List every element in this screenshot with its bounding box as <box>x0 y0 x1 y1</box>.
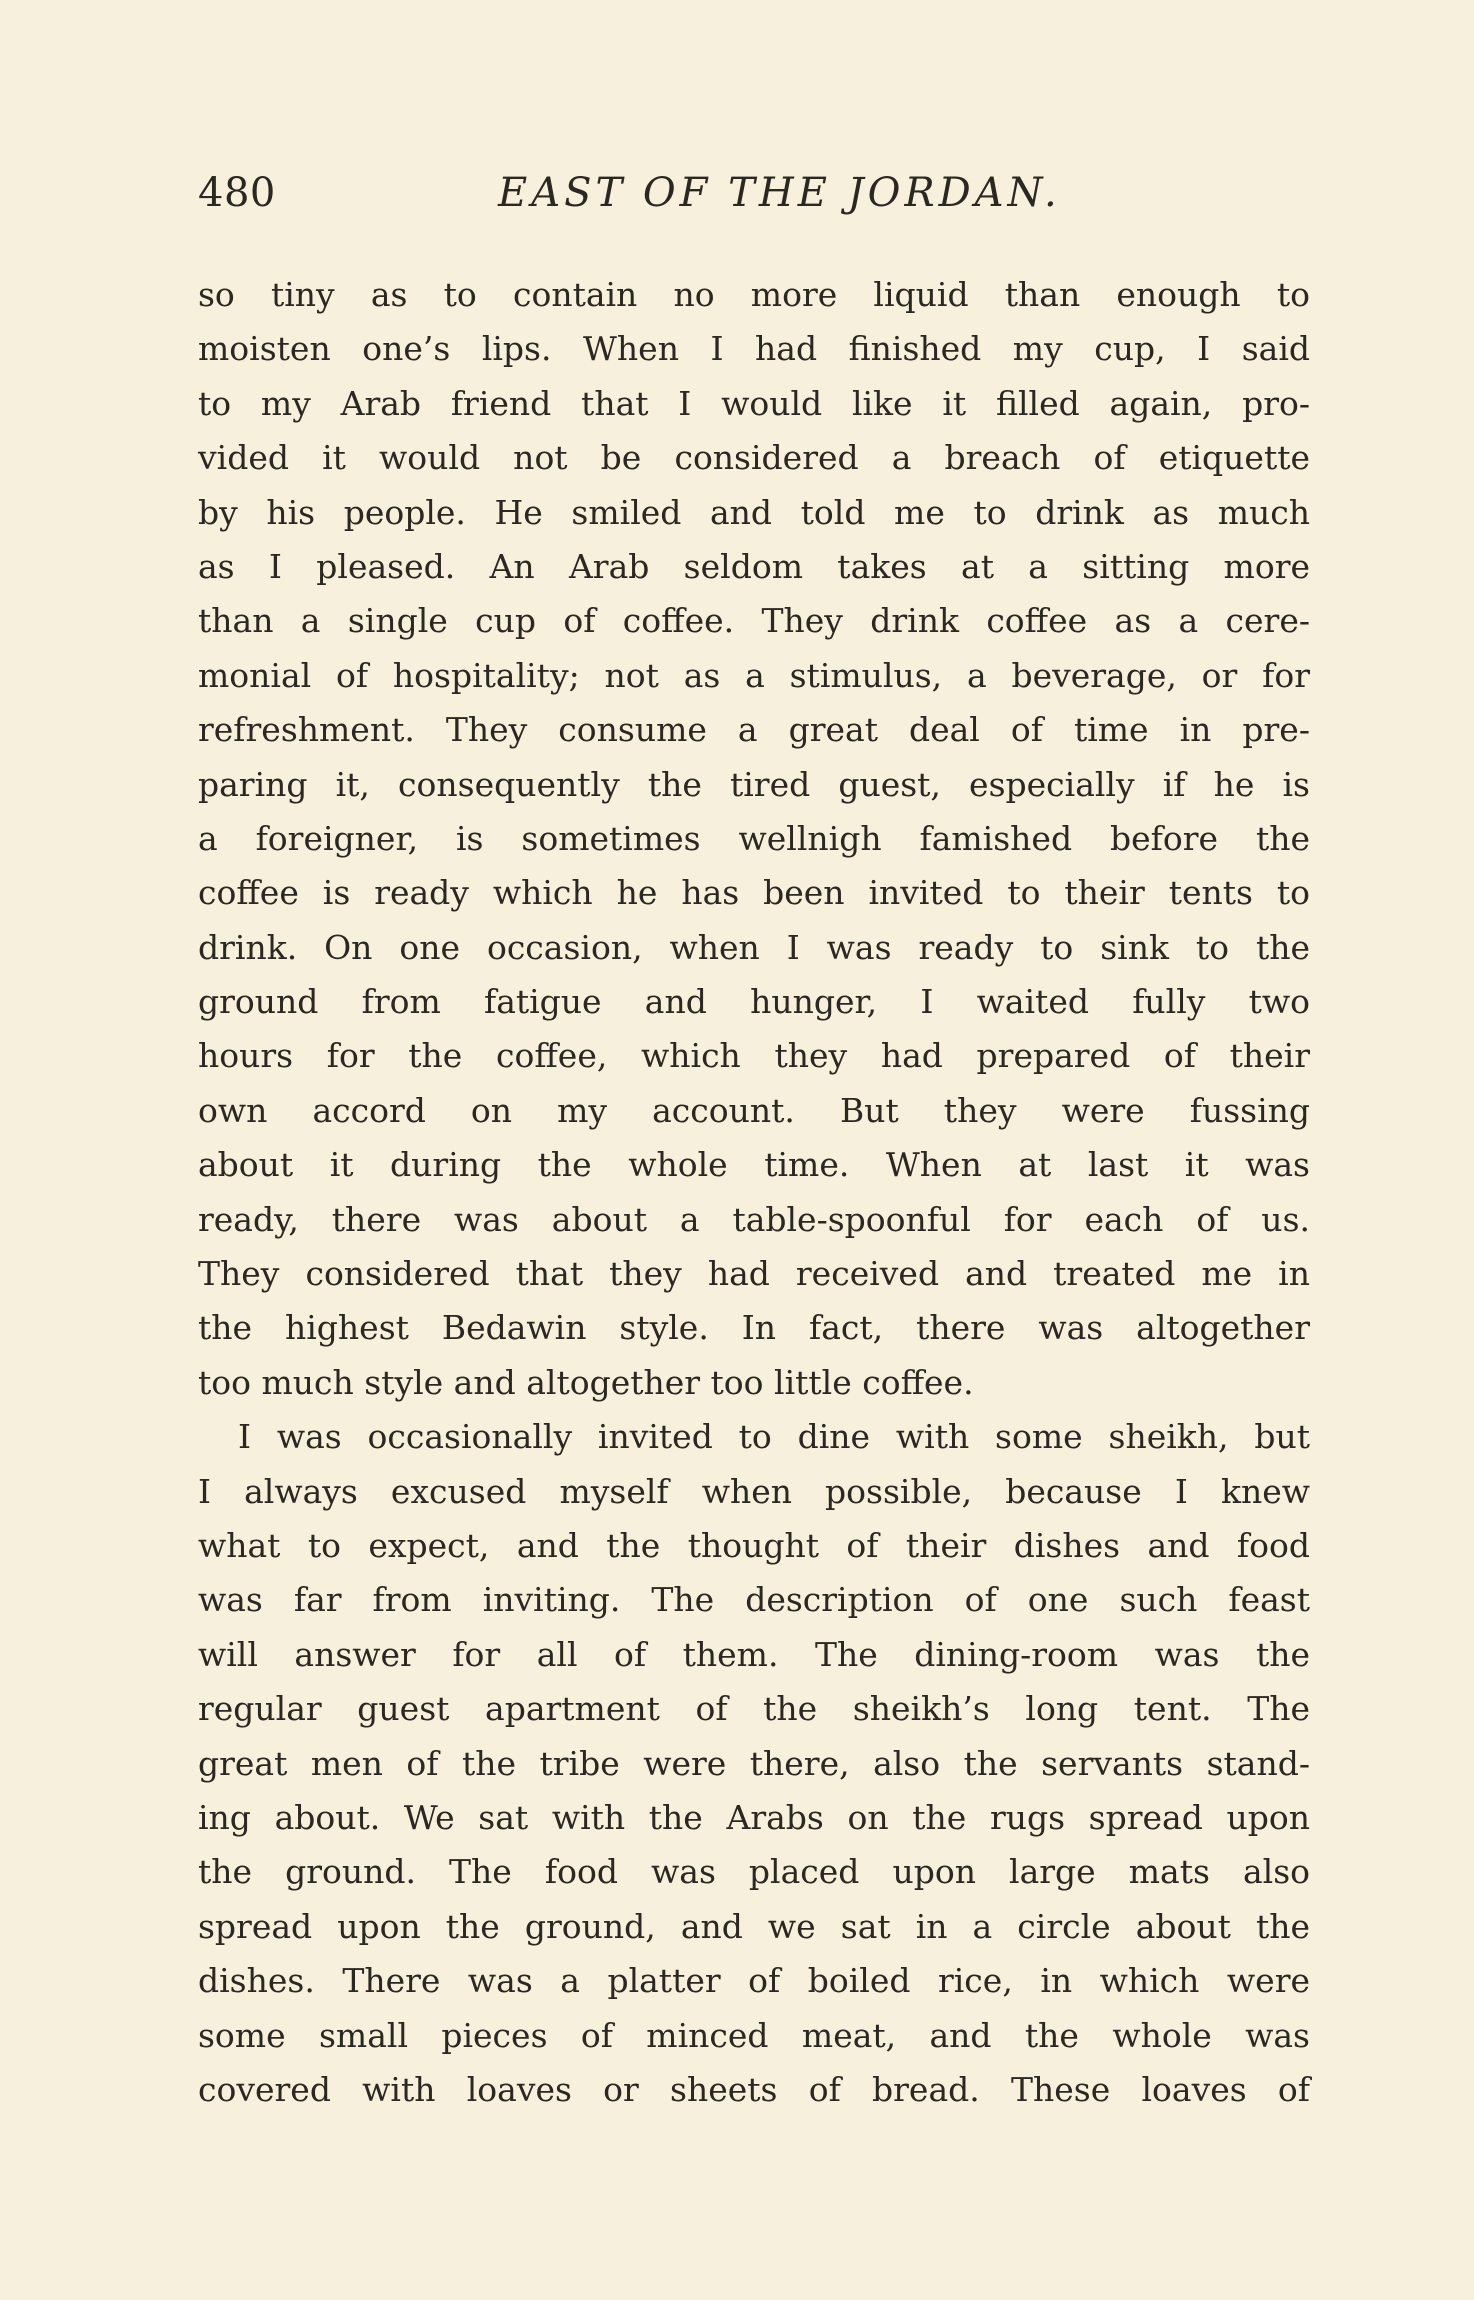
text-line: to my Arab friend that I would like it filled again, pro- <box>198 383 1310 423</box>
paragraph-2 <box>198 1410 1310 2117</box>
text-line: hours for the coffee, which they had prepared of their <box>198 1036 1310 1076</box>
text-line: vided it would not be considered a breach of etiquette <box>198 438 1310 478</box>
text-line: what to expect, and the thought of their dishes and food <box>198 1525 1310 1565</box>
text-line: too much style and altogether too little coffee. <box>198 1362 974 1402</box>
text-line: the highest Bedawin style. In fact, there was altogether <box>198 1308 1310 1348</box>
text-line: ground from fatigue and hunger, I waited fully two <box>198 982 1310 1022</box>
text-line: spread upon the ground, and we sat in a circle about the <box>198 1906 1310 1946</box>
text-line: covered with loaves or sheets of bread. These loaves of <box>198 2069 1310 2109</box>
text-line: regular guest apartment of the sheikh’s long tent. The <box>198 1689 1310 1729</box>
text-line: drink. On one occasion, when I was ready to sink to the <box>198 927 1310 967</box>
body-text <box>198 268 1310 2117</box>
text-line: as I pleased. An Arab seldom takes at a sitting more <box>198 546 1310 586</box>
page-header <box>198 170 1310 230</box>
text-line: a foreigner, is sometimes wellnigh famished before the <box>198 818 1310 858</box>
text-line: ready, there was about a table-spoonful for each of us. <box>198 1199 1310 1239</box>
page-number: 480 <box>198 170 276 216</box>
text-line: monial of hospitality; not as a stimulus, a beverage, or for <box>198 655 1310 695</box>
text-line: will answer for all of them. The dining-room was the <box>198 1634 1310 1674</box>
text-line: the ground. The food was placed upon large mats also <box>198 1852 1310 1892</box>
text-line: about it during the whole time. When at last it was <box>198 1145 1310 1185</box>
text-line: ing about. We sat with the Arabs on the rugs spread upon <box>198 1797 1310 1837</box>
text-line: They considered that they had received and treated me in <box>198 1254 1310 1294</box>
text-line: than a single cup of coffee. They drink coffee as a cere- <box>198 601 1310 641</box>
text-line: by his people. He smiled and told me to drink as much <box>198 492 1310 532</box>
text-line: great men of the tribe were there, also the servants stand- <box>198 1743 1310 1783</box>
paragraph-1 <box>198 268 1310 1410</box>
running-title: EAST OF THE JORDAN. <box>498 170 1061 216</box>
text-line: refreshment. They consume a great deal of time in pre- <box>198 710 1310 750</box>
text-line: coffee is ready which he has been invited to their tents to <box>198 873 1310 913</box>
text-line: I always excused myself when possible, because I knew <box>198 1471 1310 1511</box>
text-line: was far from inviting. The description of one such feast <box>198 1580 1310 1620</box>
text-line: own accord on my account. But they were fussing <box>198 1090 1310 1130</box>
text-line: so tiny as to contain no more liquid than enough to <box>198 275 1310 314</box>
text-line: moisten one’s lips. When I had finished my cup, I said <box>198 329 1310 369</box>
text-line: dishes. There was a platter of boiled rice, in which were <box>198 1961 1310 2001</box>
text-line: I was occasionally invited to dine with some sheikh, but <box>238 1417 1310 1457</box>
text-line: paring it, consequently the tired guest, especially if he is <box>198 764 1310 804</box>
text-line: some small pieces of minced meat, and the whole was <box>198 2015 1310 2055</box>
